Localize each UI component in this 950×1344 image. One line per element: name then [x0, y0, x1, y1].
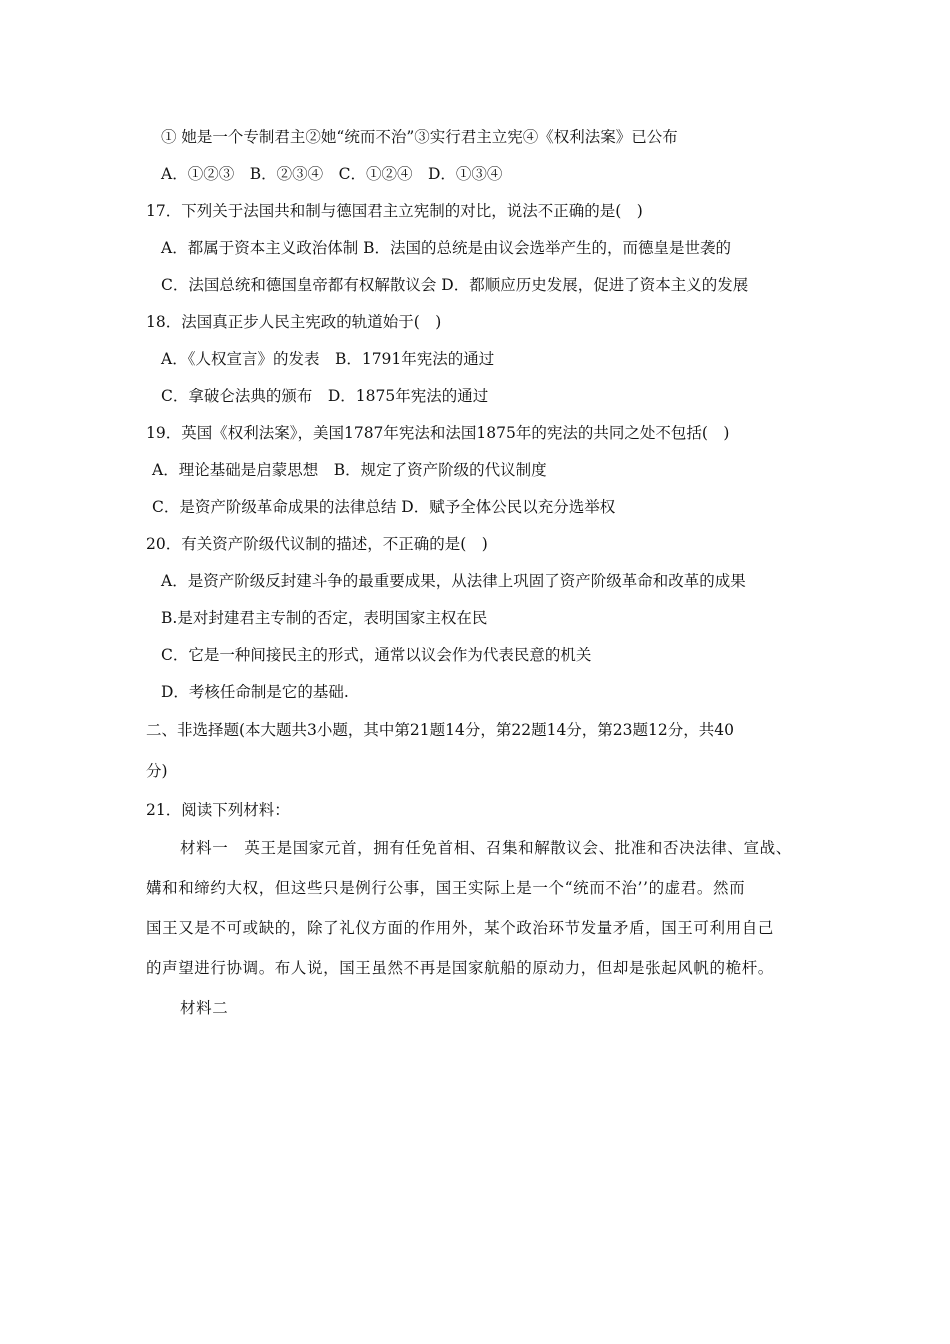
q20-option-d: D．考核任命制是它的基础.: [161, 683, 349, 701]
material-two-label: 材料二: [180, 999, 229, 1017]
q20-option-a: A．是资产阶级反封建斗争的最重要成果，从法律上巩固了资产阶级革命和改革的成果: [161, 572, 746, 590]
q19-options-ab: A．理论基础是启蒙思想 B．规定了资产阶级的代议制度: [152, 461, 547, 479]
q20-option-c: C．它是一种间接民主的形式，通常以议会作为代表民意的机关: [161, 646, 592, 664]
q19-options-cd: C．是资产阶级革命成果的法律总结 D．赋予全体公民以充分选举权: [152, 498, 616, 516]
q17-options-ab: A．都属于资本主义政治体制 B．法国的总统是由议会选举产生的，而德皇是世袭的: [161, 239, 732, 257]
section-two-heading: 二、非选择题(本大题共3小题，其中第21题14分，第22题14分，第23题12分，共40: [146, 721, 734, 739]
q21-stem: 21．阅读下列材料：: [146, 801, 290, 819]
material-one-line-1: 材料一 英王是国家元首，拥有任免首相、召集和解散议会、批准和否决法律、宣战、: [180, 839, 792, 857]
q16-statements: ① 她是一个专制君主②她“统而不治”③实行君主立宪④《权利法案》已公布: [161, 128, 678, 146]
q17-options-cd: C．法国总统和德国皇帝都有权解散议会 D．都顺应历史发展，促进了资本主义的发展: [161, 276, 749, 294]
q20-stem: 20．有关资产阶级代议制的描述，不正确的是( ): [146, 535, 488, 553]
material-one-line-2: 媾和和缔约大权，但这些只是例行公事，国王实际上是一个“统而不治’’的虚君。然而: [146, 879, 746, 897]
material-one-line-4: 的声望进行协调。布人说，国王虽然不再是国家航船的原动力，但却是张起风帆的桅杆。: [146, 959, 774, 977]
q20-option-b: B.是对封建君主专制的否定，表明国家主权在民: [161, 609, 488, 627]
material-one-line-3: 国王又是不可或缺的，除了礼仪方面的作用外，某个政治环节发量矛盾，国王可利用自己: [146, 919, 774, 937]
q18-options-ab: A．《人权宣言》的发表 B．1791年宪法的通过: [161, 350, 495, 368]
section-two-heading-cont: 分): [146, 762, 168, 780]
q18-stem: 18．法国真正步人民主宪政的轨道始于( ): [146, 313, 442, 331]
q17-stem: 17．下列关于法国共和制与德国君主立宪制的对比，说法不正确的是( ): [146, 202, 643, 220]
q18-options-cd: C．拿破仑法典的颁布 D．1875年宪法的通过: [161, 387, 489, 405]
q19-stem: 19．英国《权利法案》，美国1787年宪法和法国1875年的宪法的共同之处不包括( ): [146, 424, 730, 442]
q16-options: A．①②③ B．②③④ C．①②④ D．①③④: [161, 165, 503, 183]
